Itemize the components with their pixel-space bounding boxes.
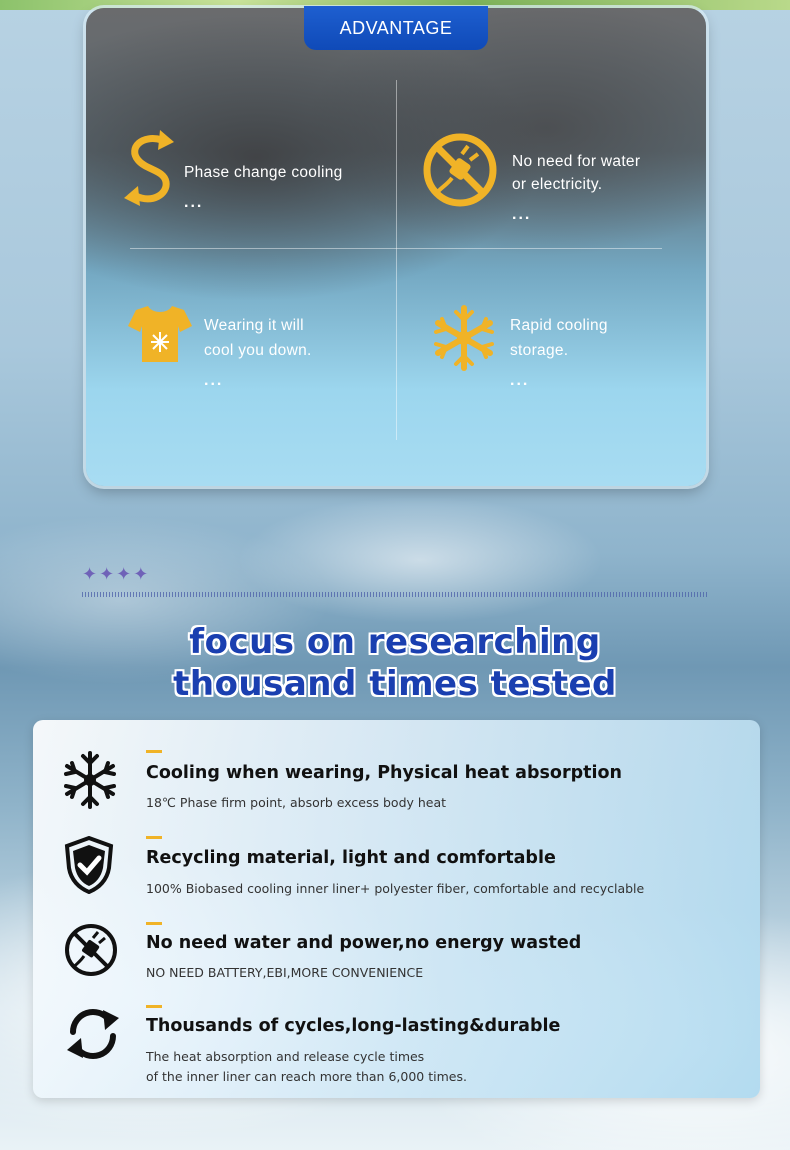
shield-check-icon bbox=[63, 836, 115, 898]
advantage-tab: ADVANTAGE bbox=[304, 6, 488, 50]
item-accent-bar bbox=[146, 750, 162, 753]
item-accent-bar bbox=[146, 836, 162, 839]
item-desc: The heat absorption and release cycle times bbox=[146, 1049, 425, 1064]
snowflake-icon bbox=[432, 304, 496, 376]
item-desc: 18℃ Phase firm point, absorb excess body heat bbox=[146, 795, 447, 810]
item-title: Recycling material, light and comfortable bbox=[146, 848, 556, 868]
decor-stars: ✦✦✦✦ bbox=[82, 564, 151, 585]
horizontal-divider bbox=[130, 248, 662, 249]
tshirt-icon bbox=[128, 304, 192, 368]
list-item bbox=[33, 920, 760, 1000]
item-accent-bar bbox=[146, 1005, 162, 1008]
feature-rapid-cooling bbox=[510, 314, 608, 389]
feature-2-line2: or electricity. bbox=[512, 176, 603, 193]
feature-2-line1: No need for water bbox=[512, 153, 641, 170]
list-item bbox=[33, 1004, 760, 1084]
vertical-divider bbox=[396, 80, 397, 440]
feature-2-dots: ... bbox=[512, 206, 532, 223]
decor-dashed-line bbox=[82, 592, 708, 597]
list-item bbox=[33, 748, 760, 828]
item-title: Cooling when wearing, Physical heat absorption bbox=[146, 763, 622, 783]
feature-4-line2: storage. bbox=[510, 342, 569, 359]
snowflake-icon bbox=[63, 750, 117, 814]
feature-4-dots: ... bbox=[510, 372, 530, 389]
item-accent-bar bbox=[146, 922, 162, 925]
headline-line2: thousand times tested bbox=[173, 664, 617, 704]
headline-line1: focus on researching bbox=[189, 622, 601, 662]
feature-phase-change bbox=[184, 161, 343, 211]
item-desc: 100% Biobased cooling inner liner+ polyester fiber, comfortable and recyclable bbox=[146, 881, 645, 896]
item-desc: NO NEED BATTERY,EBI,MORE CONVENIENCE bbox=[146, 965, 424, 980]
refresh-icon bbox=[63, 1006, 123, 1066]
feature-1-line1: Phase change cooling bbox=[184, 164, 343, 181]
advantage-card bbox=[86, 8, 706, 486]
item-title: No need water and power,no energy wasted bbox=[146, 933, 582, 953]
feature-no-water bbox=[512, 150, 641, 223]
feature-1-dots: ... bbox=[184, 194, 204, 211]
feature-4-line1: Rapid cooling bbox=[510, 317, 608, 334]
feature-wearing bbox=[204, 314, 312, 389]
item-title: Thousands of cycles,long-lasting&durable bbox=[146, 1016, 561, 1036]
no-plug-icon bbox=[63, 922, 119, 982]
item-desc-line2: of the inner liner can reach more than 6,000 times. bbox=[146, 1069, 467, 1084]
cycle-arrows-icon bbox=[122, 130, 176, 214]
features-list-card bbox=[33, 720, 760, 1098]
feature-3-line2: cool you down. bbox=[204, 342, 312, 359]
feature-3-dots: ... bbox=[204, 372, 224, 389]
no-plug-icon bbox=[422, 132, 498, 212]
list-item bbox=[33, 834, 760, 914]
feature-3-line1: Wearing it will bbox=[204, 317, 304, 334]
